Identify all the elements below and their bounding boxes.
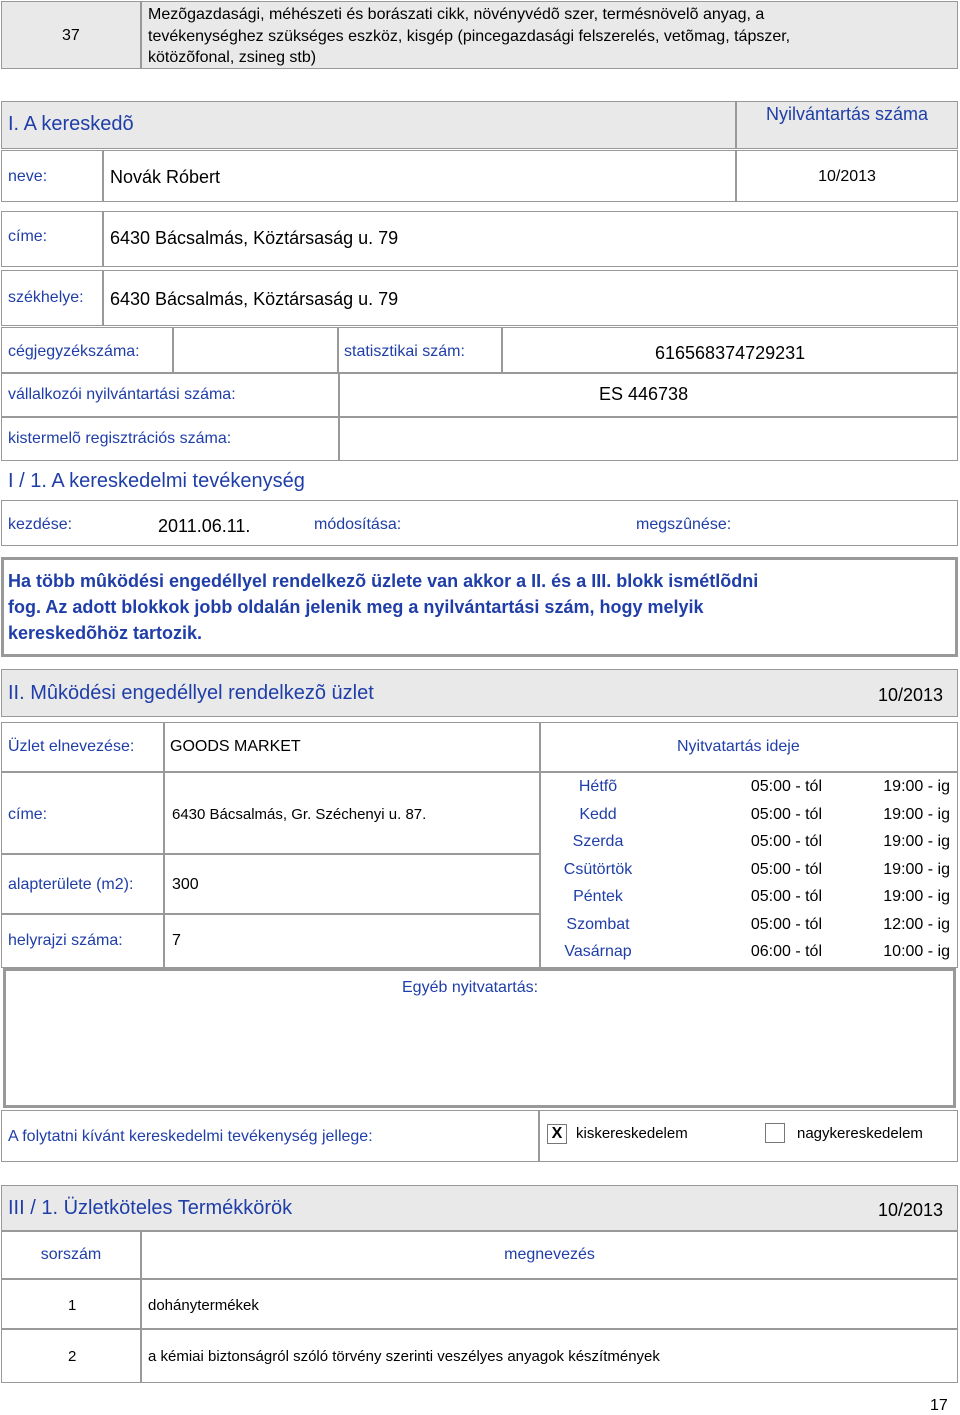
item-description-line-1: Mezõgazdasági, méhészeti és borászati cikk, növényvédõ szer, termésnövelõ anyag, a [148, 6, 765, 23]
start-label: kezdése: [8, 516, 73, 533]
hours-from: 05:00 - tól [750, 805, 822, 823]
shop-area: 300 [172, 876, 199, 893]
parcel-label: helyrajzi száma: [8, 932, 123, 949]
column-name: megnevezés [504, 1246, 595, 1263]
hours-heading: Nyitvatartás ideje [677, 738, 800, 755]
registration-heading: Nyilvántartás száma [765, 104, 929, 124]
product-row-2-number: 2 [68, 1348, 77, 1365]
shop-registration-number: 10/2013 [878, 685, 944, 705]
products-heading: III / 1. Üzletköteles Termékkörök [8, 1197, 293, 1219]
column-number: sorszám [40, 1246, 102, 1263]
end-label: megszûnése: [636, 516, 732, 533]
hours-to: 19:00 - ig [883, 833, 950, 850]
page-number: 17 [930, 1397, 948, 1414]
hours-to: 19:00 - ig [883, 888, 950, 905]
hours-day: Szerda [572, 833, 624, 850]
hours-from: 05:00 - tól [750, 888, 822, 905]
product-row-2-name: a kémiai biztonságról szóló törvény szerinti veszélyes anyagok készítmények [148, 1348, 660, 1365]
trader-seat: 6430 Bácsalmás, Köztársaság u. 79 [110, 289, 399, 309]
hours-day: Szombat [566, 915, 630, 933]
hours-day: Kedd [579, 805, 617, 823]
hours-to: 19:00 - ig [883, 805, 950, 823]
registration-number: 10/2013 [818, 168, 876, 185]
product-row-1-name: dohánytermékek [148, 1297, 259, 1314]
hours-from: 05:00 - tól [750, 778, 822, 795]
entrepreneur-number: ES 446738 [599, 384, 689, 404]
shop-heading: II. Mûködési engedéllyel rendelkezõ üzlet [8, 682, 374, 704]
hours-day: Vasárnap [564, 943, 632, 960]
hours-from: 05:00 - tól [750, 915, 822, 933]
notice-line-2: fog. Az adott blokkok jobb oldalán jelenik meg a nyilvántartási szám, hogy melyik [8, 597, 704, 617]
shop-name-label: Üzlet elnevezése: [8, 738, 135, 755]
item-description-line-3: kötözõfonal, zsineg stb) [148, 49, 317, 66]
item-number: 37 [62, 27, 80, 44]
hours-to: 12:00 - ig [883, 915, 950, 933]
hours-to: 19:00 - ig [883, 860, 950, 878]
trader-name: Novák Róbert [110, 167, 221, 187]
notice-line-3: kereskedõhöz tartozik. [8, 623, 203, 643]
hours-day: Péntek [573, 888, 623, 905]
shop-address-label: címe: [8, 806, 48, 823]
wholesale-label: nagykereskedelem [797, 1125, 923, 1142]
hours-from: 05:00 - tól [750, 860, 822, 878]
statistical-number: 616568374729231 [655, 343, 806, 363]
modification-label: módosítása: [314, 516, 402, 533]
product-row-1-number: 1 [68, 1297, 77, 1314]
company-reg-label: cégjegyzékszáma: [8, 343, 140, 360]
address-label: címe: [8, 228, 48, 245]
trade-nature-label: A folytatni kívánt kereskedelmi tevékenység jellege: [8, 1128, 373, 1145]
name-label: neve: [8, 168, 48, 185]
shop-parcel: 7 [172, 932, 181, 949]
notice-line-1: Ha több mûködési engedéllyel rendelkezõ üzlete van akkor a II. és a III. blokk ismétlõdni [8, 571, 759, 591]
hours-day: Hétfõ [578, 778, 618, 795]
wholesale-checkbox[interactable] [765, 1123, 785, 1143]
statistical-number-label: statisztikai szám: [344, 343, 465, 360]
entrepreneur-label: vállalkozói nyilvántartási száma: [8, 386, 236, 403]
trader-heading: I. A kereskedõ [8, 113, 134, 135]
item-description-line-2: tevékenységhez szükséges eszköz, kisgép (pincegazdasági felszerelés, vetõmag, tápszer, [148, 28, 791, 45]
retail-label: kiskereskedelem [576, 1125, 688, 1142]
seat-label: székhelye: [8, 289, 84, 306]
trader-address: 6430 Bácsalmás, Köztársaság u. 79 [110, 228, 399, 248]
hours-from: 06:00 - tól [750, 943, 822, 960]
retail-checkbox[interactable]: X [547, 1124, 567, 1144]
producer-label: kistermelõ regisztrációs száma: [8, 430, 232, 447]
shop-name: GOODS MARKET [170, 738, 301, 755]
activity-heading: I / 1. A kereskedelmi tevékenység [8, 470, 305, 492]
hours-day: Csütörtök [563, 860, 633, 878]
shop-address: 6430 Bácsalmás, Gr. Széchenyi u. 87. [172, 806, 427, 823]
start-date: 2011.06.11. [158, 516, 251, 536]
hours-to: 10:00 - ig [883, 943, 950, 960]
products-registration-number: 10/2013 [878, 1200, 944, 1220]
hours-to: 19:00 - ig [883, 778, 950, 795]
hours-from: 05:00 - tól [750, 833, 822, 850]
area-label: alapterülete (m2): [8, 876, 134, 893]
other-hours-label: Egyéb nyitvatartás: [402, 979, 539, 996]
